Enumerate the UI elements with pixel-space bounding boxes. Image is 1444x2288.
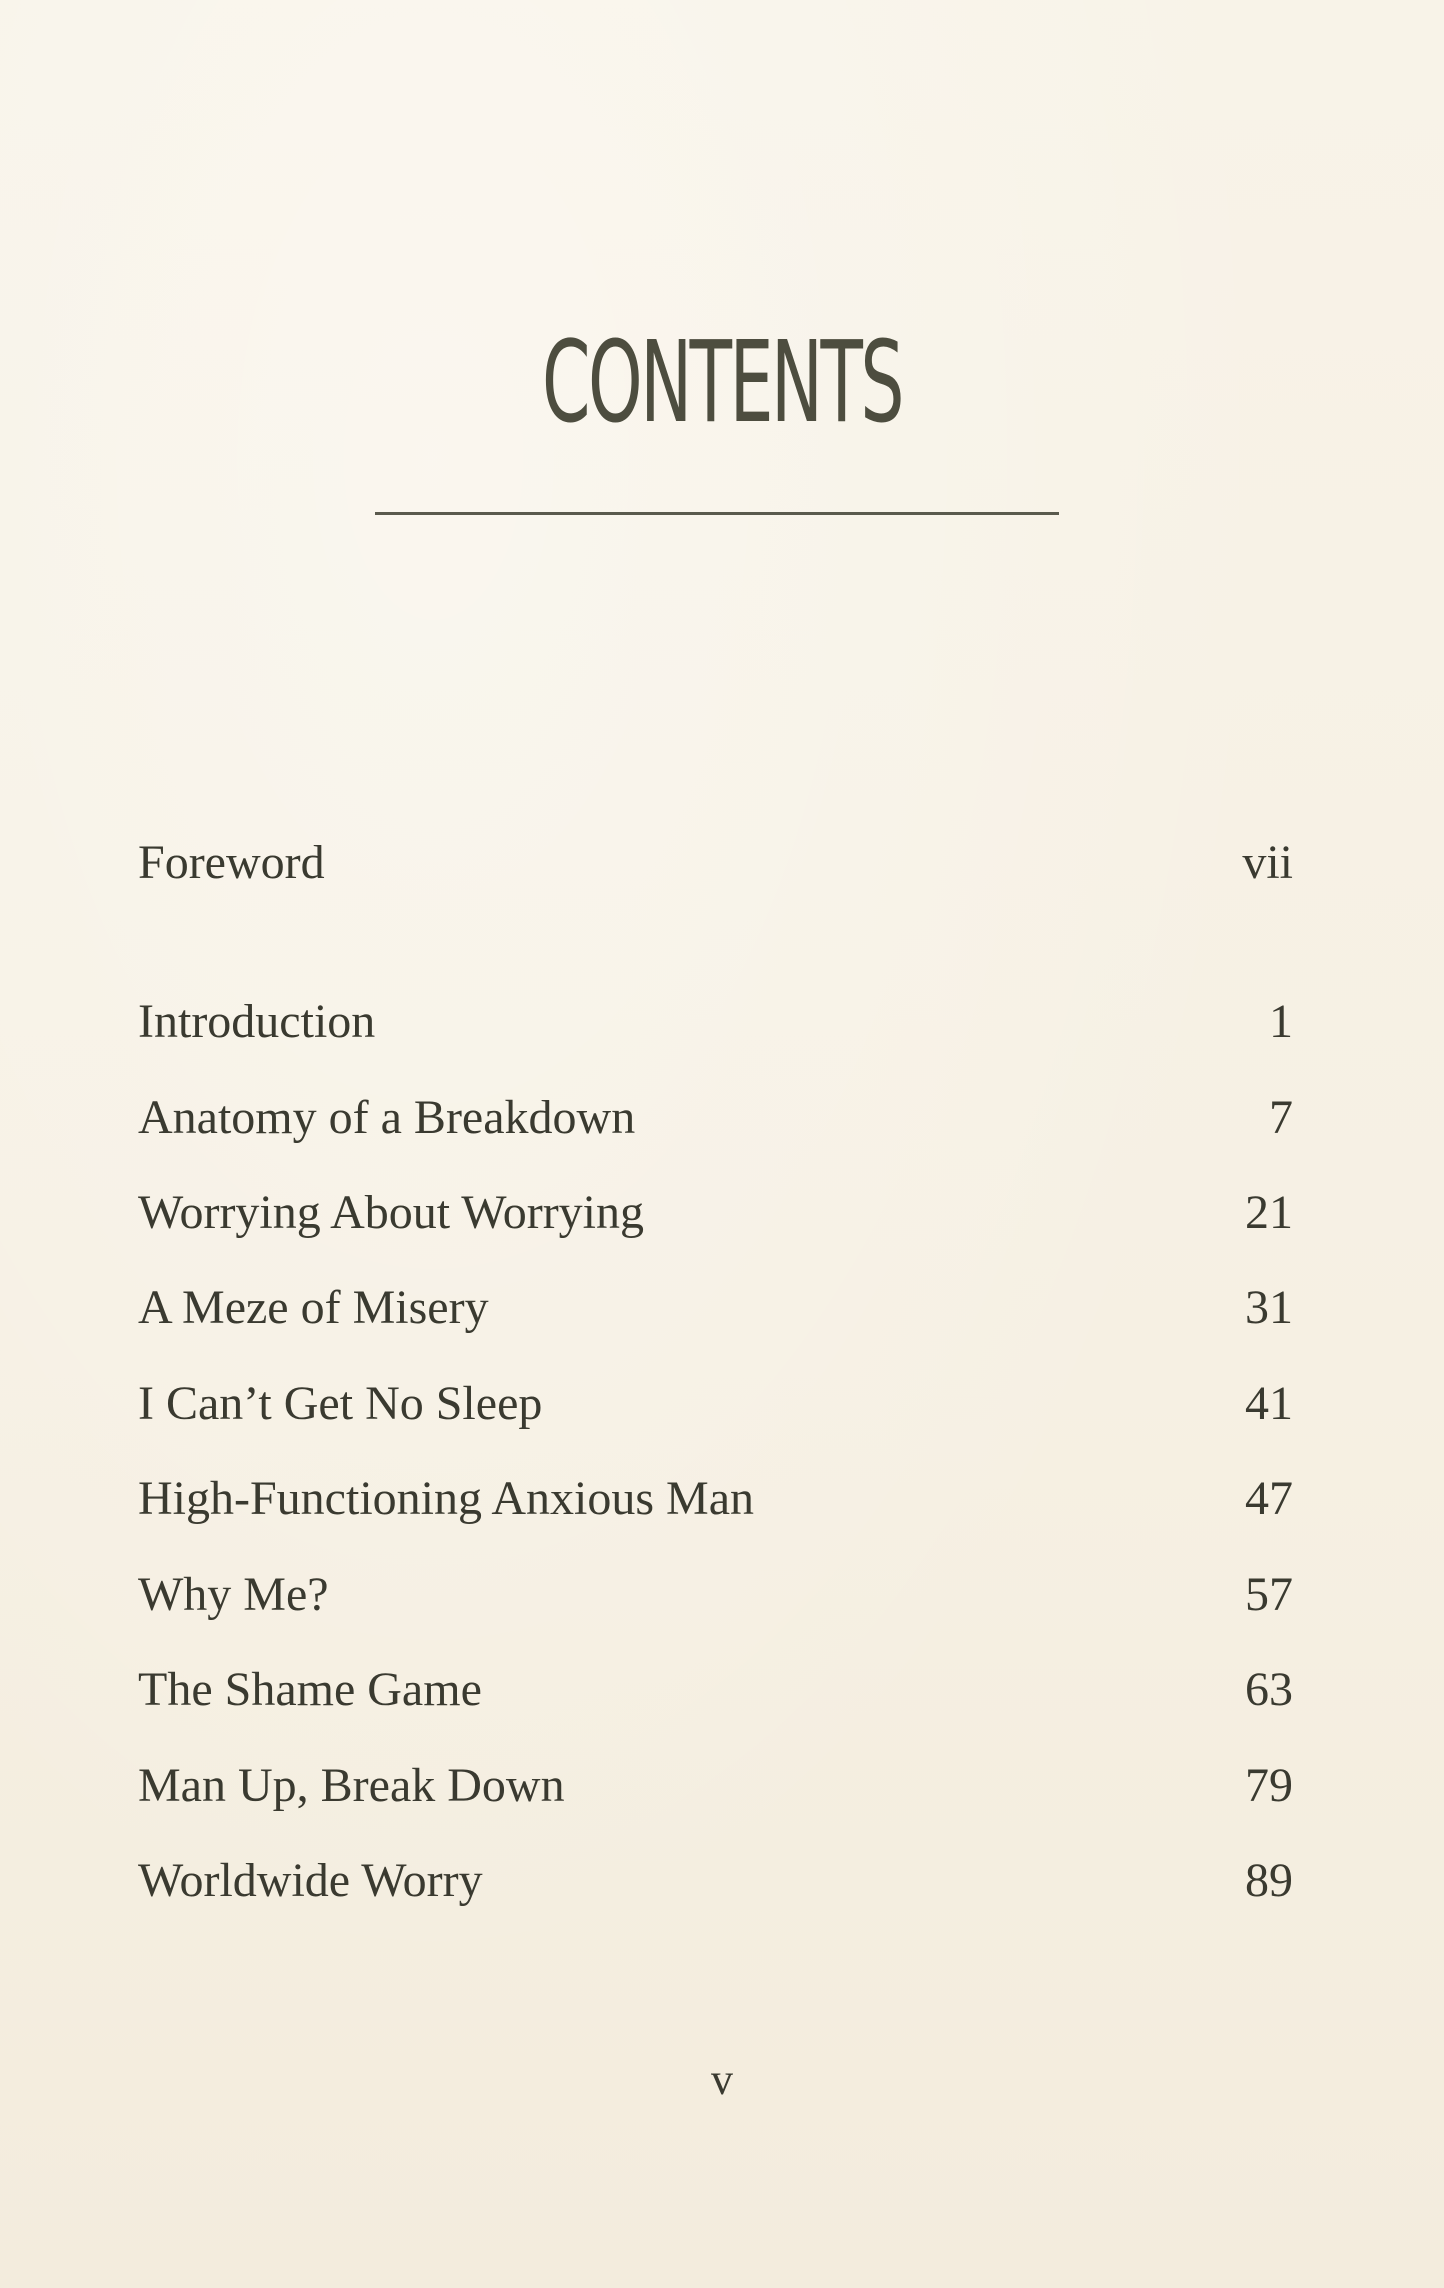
toc-entry-foreword [138,828,1293,898]
toc-entry-label: A Meze of Misery [138,1281,489,1334]
toc-entry-page: 7 [1269,1091,1293,1144]
toc-entry-worrying-about-worrying [138,1178,1293,1248]
toc-entry-label: I Can’t Get No Sleep [138,1377,543,1430]
toc-entry-page: 1 [1269,995,1293,1048]
toc-entry-label: Anatomy of a Breakdown [138,1091,636,1144]
toc-entry-page: vii [1242,836,1293,889]
toc-entry-the-shame-game [138,1655,1293,1725]
toc-entry-anatomy-of-a-breakdown [138,1083,1293,1153]
toc-entry-introduction [138,987,1293,1057]
toc-entry-page: 31 [1245,1281,1293,1334]
toc-entry-label: Foreword [138,836,325,889]
toc-entry-label: High-Functioning Anxious Man [138,1472,755,1525]
toc-entry-i-cant-get-no-sleep [138,1369,1293,1439]
toc-entry-label: Worrying About Worrying [138,1186,645,1239]
toc-entry-high-functioning-anxious-man [138,1464,1293,1534]
title-rule [375,512,1059,515]
toc-entry-page: 79 [1245,1759,1293,1812]
toc-entry-page: 41 [1245,1377,1293,1430]
toc-entry-label: Worldwide Worry [138,1854,483,1907]
toc-entry-page: 21 [1245,1186,1293,1239]
page-number: v [711,2055,733,2104]
toc-entry-label: Why Me? [138,1568,329,1621]
toc-entry-page: 89 [1245,1854,1293,1907]
toc-entry-a-meze-of-misery [138,1273,1293,1343]
toc-entry-page: 47 [1245,1472,1293,1525]
toc-entry-why-me [138,1560,1293,1630]
toc-entry-label: The Shame Game [138,1663,482,1716]
toc-entry-page: 57 [1245,1568,1293,1621]
page-title: CONTENTS [542,318,902,448]
toc-entry-man-up-break-down [138,1751,1293,1821]
toc-entry-page: 63 [1245,1663,1293,1716]
toc-entry-label: Man Up, Break Down [138,1759,565,1812]
toc-entry-label: Introduction [138,995,376,1048]
toc-entry-worldwide-worry [138,1846,1293,1916]
